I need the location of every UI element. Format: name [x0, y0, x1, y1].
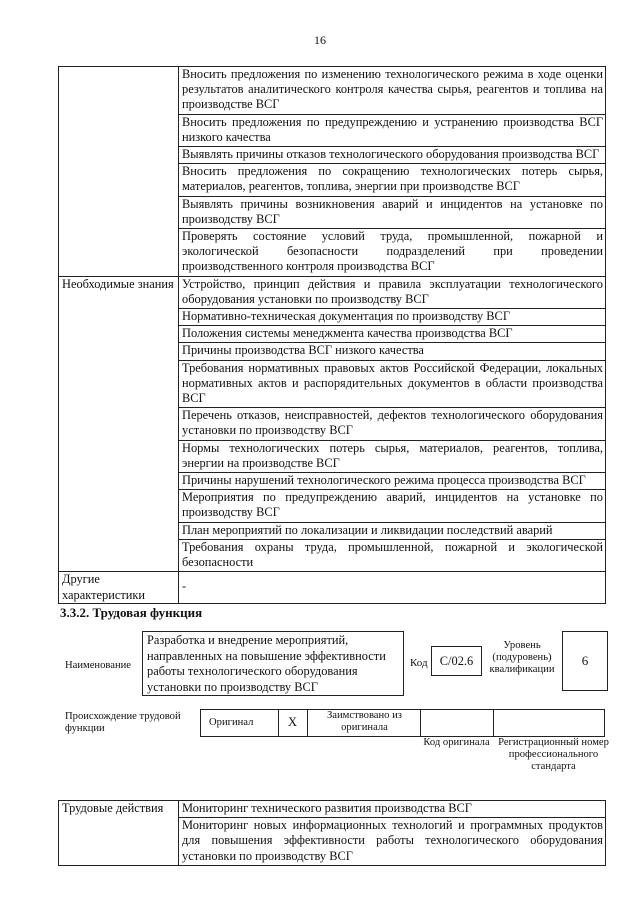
table-cell: Нормы технологических потерь сырья, материалов, реагентов, топлива, энергии на производстве ВСГ — [179, 440, 606, 472]
row-label-empty — [59, 67, 179, 277]
table-cell: Мониторинг технического развития производства ВСГ — [179, 801, 606, 818]
origin-borrowed-cell — [307, 710, 421, 736]
table-cell: Вносить предложения по сокращению технологических потерь сырья, материалов, реагентов, топлива, энергии при производстве ВСГ — [179, 164, 606, 196]
original-label: Оригинал — [209, 717, 254, 728]
table-row — [59, 572, 606, 603]
table-cell: Проверять состояние условий труда, промышленной, пожарной и экологической безопасности подразделений при проведении производственного контроля производства ВСГ — [179, 229, 606, 277]
table-cell: Перечень отказов, неисправностей, дефектов технологического оборудования установки по производству ВСГ — [179, 408, 606, 440]
table-cell: План мероприятий по локализации и ликвидации последствий аварий — [179, 522, 606, 539]
table-cell: Требования нормативных правовых актов Российской Федерации, локальных нормативных актов и распорядительных документов в области производства ВСГ — [179, 360, 606, 408]
table-cell: Положения системы менеджмента качества производства ВСГ — [179, 326, 606, 343]
table-row — [59, 67, 606, 115]
row-label-other: Другие характеристики — [59, 572, 179, 603]
table-cell: Мероприятия по предупреждению аварий, инцидентов на установке по производству ВСГ — [179, 490, 606, 522]
table-cell: Мониторинг новых информационных технологий и программных продуктов для повышения эффективности работы технологического оборудования установки по производству ВСГ — [179, 818, 606, 866]
borrowed-label: Заимствовано из оригинала — [327, 710, 402, 733]
origin-row — [200, 709, 605, 737]
reg-number-caption: Регистрационный номер профессионального стандарта — [498, 737, 609, 772]
origin-code-cell — [420, 710, 494, 736]
page-number: 16 — [314, 33, 326, 47]
level-label: Уровень (подуровень) квалификации — [489, 640, 555, 675]
skills-knowledge-table — [58, 66, 606, 604]
code-label: Код — [410, 657, 428, 669]
row-label-labor-actions: Трудовые действия — [59, 801, 179, 866]
table-cell: Выявлять причины возникновения аварий и инцидентов на установке по производству ВСГ — [179, 196, 606, 228]
function-code-box: C/02.6 — [431, 646, 482, 676]
function-name-box: Разработка и внедрение мероприятий, направленных на повышение эффективности работы технологического оборудования установки по производству ВСГ — [142, 631, 404, 696]
section-title: 3.3.2. Трудовая функция — [60, 605, 203, 620]
table-row — [59, 276, 606, 308]
table-cell: - — [179, 572, 606, 603]
origin-original-cell — [201, 710, 278, 736]
table-cell: Нормативно-техническая документация по производству ВСГ — [179, 309, 606, 326]
table-cell: Причины нарушений технологического режима процесса производства ВСГ — [179, 473, 606, 490]
row-label-knowledge: Необходимые знания — [59, 276, 179, 572]
qualification-level-box: 6 — [562, 631, 608, 691]
table-cell: Вносить предложения по предупреждению и устранению производства ВСГ низкого качества — [179, 114, 606, 146]
table-cell: Устройство, принцип действия и правила эксплуатации технологического оборудования установки по производству ВСГ — [179, 276, 606, 308]
original-mark: X — [288, 715, 298, 729]
table-row — [59, 801, 606, 818]
origin-reg-number-cell — [493, 710, 607, 736]
table-cell: Причины производства ВСГ низкого качества — [179, 343, 606, 360]
origin-mark-cell — [278, 710, 308, 736]
table-cell: Выявлять причины отказов технологического оборудования производства ВСГ — [179, 147, 606, 164]
origin-label: Происхождение трудовой функции — [65, 711, 181, 734]
code-origin-caption: Код оригинала — [423, 737, 490, 748]
name-label: Наименование — [65, 660, 131, 671]
labor-actions-table — [58, 800, 606, 866]
table-cell: Требования охраны труда, промышленной, пожарной и экологической безопасности — [179, 539, 606, 571]
table-cell: Вносить предложения по изменению технологического режима в ходе оценки результатов аналитического контроля качества сырья, реагентов и топлива на производстве ВСГ — [179, 67, 606, 115]
